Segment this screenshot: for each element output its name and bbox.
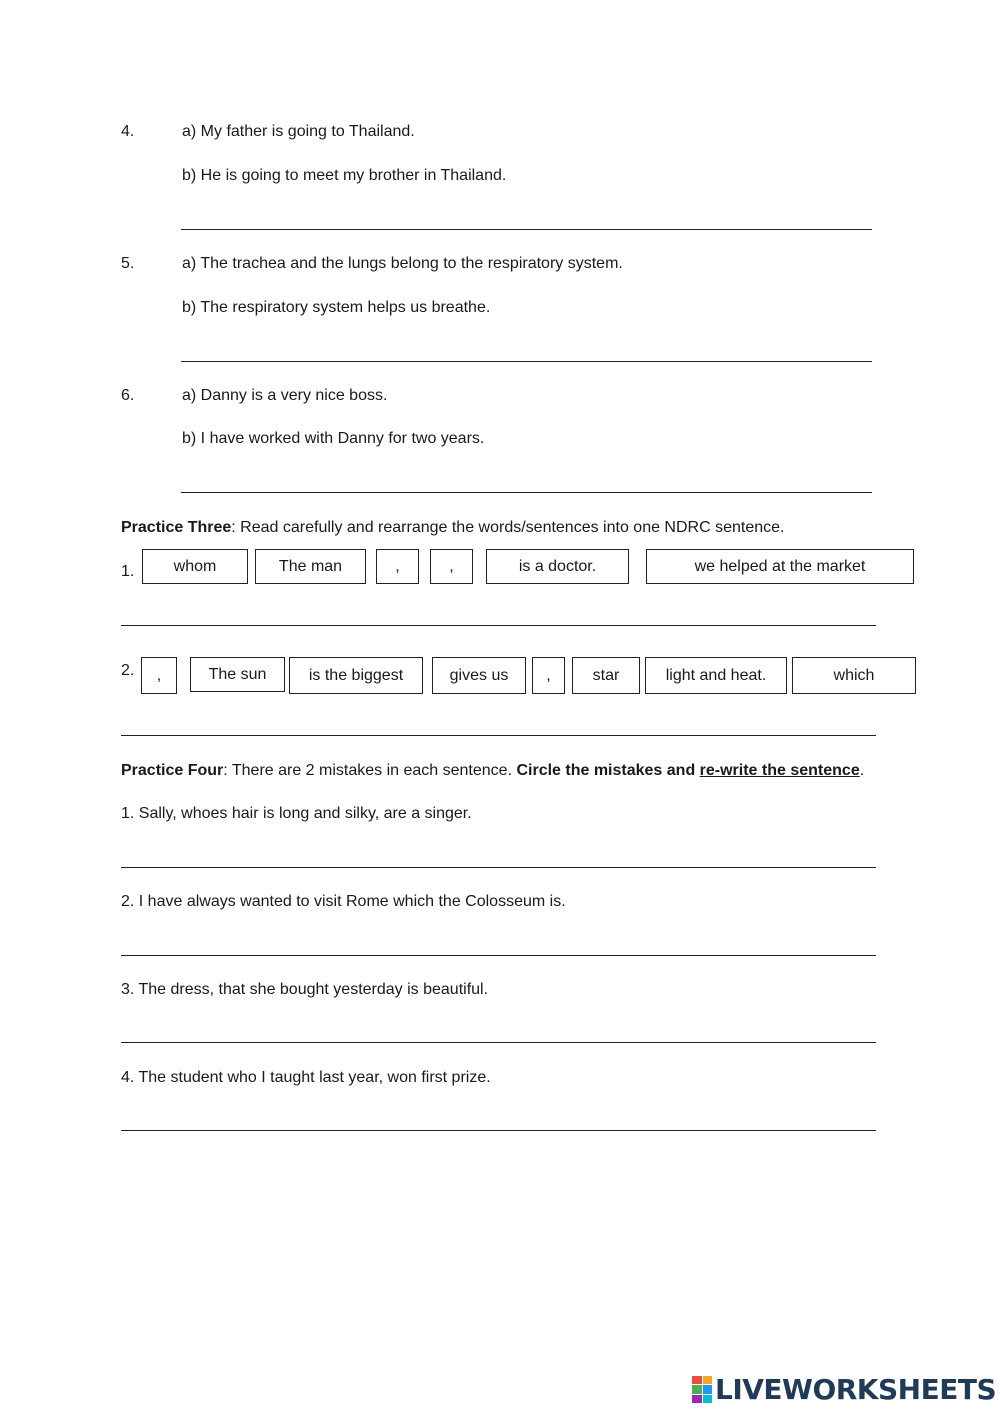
- q1-answer-line[interactable]: [121, 625, 876, 626]
- q2-answer-line[interactable]: [121, 735, 876, 736]
- word-box[interactable]: The sun: [190, 657, 285, 692]
- word-box[interactable]: is a doctor.: [486, 549, 629, 584]
- logo-square: [692, 1385, 702, 1393]
- logo-square: [692, 1376, 702, 1384]
- item-6-number: 6.: [121, 387, 135, 404]
- logo-text: LIVEWORKSHEETS: [715, 1373, 997, 1406]
- item-5-sentence-a: a) The trachea and the lungs belong to the respiratory system.: [182, 255, 623, 272]
- p4-sentence-4: 4. The student who I taught last year, won first prize.: [121, 1069, 491, 1086]
- p4-answer-line-4[interactable]: [121, 1130, 876, 1131]
- word-box[interactable]: which: [792, 657, 916, 694]
- logo-square: [703, 1395, 713, 1403]
- item-4-answer-line[interactable]: [181, 229, 872, 230]
- item-4-sentence-a: a) My father is going to Thailand.: [182, 123, 415, 140]
- item-5-sentence-b: b) The respiratory system helps us breathe.: [182, 299, 491, 316]
- practice-three-instruction: : Read carefully and rearrange the words/sentences into one NDRC sentence.: [231, 519, 785, 536]
- item-6-answer-line[interactable]: [181, 492, 872, 493]
- practice-four-title: Practice Four: [121, 762, 224, 779]
- word-box[interactable]: gives us: [432, 657, 526, 694]
- q2-number: 2.: [121, 662, 135, 679]
- practice-four-instruction-underline: re-write the sentence: [699, 762, 860, 779]
- p4-sentence-2: 2. I have always wanted to visit Rome which the Colosseum is.: [121, 893, 566, 910]
- word-box[interactable]: The man: [255, 549, 366, 584]
- p4-answer-line-1[interactable]: [121, 867, 876, 868]
- logo-square: [703, 1376, 713, 1384]
- word-box[interactable]: light and heat.: [645, 657, 787, 694]
- item-4-sentence-b: b) He is going to meet my brother in Thailand.: [182, 167, 507, 184]
- item-4-number: 4.: [121, 123, 135, 140]
- practice-three-title: Practice Three: [121, 519, 232, 536]
- logo-square: [692, 1395, 702, 1403]
- item-5-answer-line[interactable]: [181, 361, 872, 362]
- practice-three-header: [121, 519, 784, 537]
- item-5-number: 5.: [121, 255, 135, 272]
- p4-answer-line-2[interactable]: [121, 955, 876, 956]
- q1-number: 1.: [121, 563, 135, 580]
- item-6-sentence-b: b) I have worked with Danny for two years.: [182, 430, 485, 447]
- p4-answer-line-3[interactable]: [121, 1042, 876, 1043]
- word-box[interactable]: whom: [142, 549, 248, 584]
- practice-four-header: [121, 762, 864, 780]
- word-box[interactable]: ,: [430, 549, 473, 584]
- p4-sentence-1: 1. Sally, whoes hair is long and silky, are a singer.: [121, 805, 472, 822]
- word-box[interactable]: ,: [376, 549, 419, 584]
- word-box[interactable]: we helped at the market: [646, 549, 914, 584]
- practice-four-instruction-end: .: [859, 762, 865, 779]
- word-box[interactable]: ,: [141, 657, 177, 694]
- p4-sentence-3: 3. The dress, that she bought yesterday is beautiful.: [121, 981, 489, 998]
- liveworksheets-logo: [692, 1373, 996, 1406]
- word-box[interactable]: ,: [532, 657, 565, 694]
- practice-four-instruction: : There are 2 mistakes in each sentence.: [223, 762, 517, 779]
- word-box[interactable]: star: [572, 657, 640, 694]
- word-box[interactable]: is the biggest: [289, 657, 423, 694]
- practice-four-instruction-bold: Circle the mistakes and: [516, 762, 700, 779]
- logo-square: [703, 1385, 713, 1393]
- item-6-sentence-a: a) Danny is a very nice boss.: [182, 387, 388, 404]
- logo-mark-icon: [692, 1376, 712, 1403]
